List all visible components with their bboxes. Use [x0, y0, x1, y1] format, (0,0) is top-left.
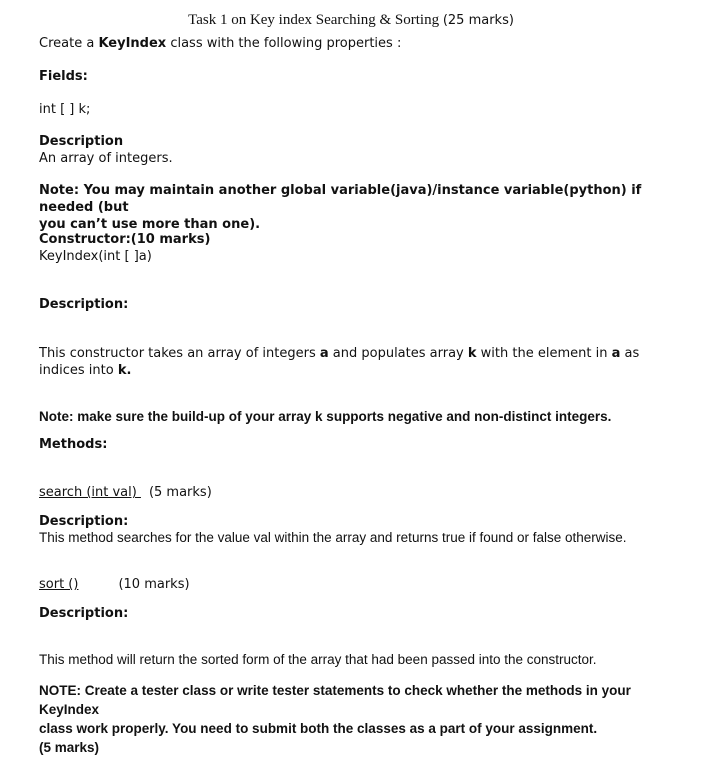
constructor-heading: Constructor:(10 marks)	[39, 232, 211, 247]
task-title-text: Task 1 on Key index Searching & Sorting	[188, 12, 440, 28]
constructor-signature: KeyIndex(int [ ]a)	[39, 249, 152, 264]
constructor-desc-a2: a	[611, 346, 621, 361]
fields-declaration: int [ ] k;	[39, 102, 91, 117]
task-title	[0, 10, 702, 31]
constructor-description	[39, 345, 679, 379]
constructor-desc-part4: as	[620, 346, 640, 361]
search-method-line	[39, 484, 679, 501]
final-note-line1: NOTE: Create a tester class or write tester statements to check whether the methods in your KeyIndex	[39, 683, 631, 717]
sort-description-text: This method will return the sorted form of the array that had been passed into the constructor.	[39, 652, 597, 667]
intro-class-name: KeyIndex	[98, 36, 167, 51]
fields-description-text: An array of integers.	[39, 151, 173, 166]
fields-heading: Fields:	[39, 69, 88, 84]
methods-heading: Methods:	[39, 437, 108, 452]
constructor-desc-line2-part1: indices into	[39, 363, 118, 378]
constructor-desc-part3: with the element in	[476, 346, 612, 361]
sort-method-line	[39, 576, 679, 593]
intro-prefix: Create a	[39, 36, 99, 51]
search-description-text: This method searches for the value val within the array and returns true if found or false otherwise.	[39, 530, 627, 545]
note-array-k-support: Note: make sure the build-up of your array k supports negative and non-distinct integers.	[39, 409, 612, 424]
final-note-line3: (5 marks)	[39, 740, 100, 755]
final-note-line2: class work properly. You need to submit both the classes as a part of your assignment.	[39, 721, 598, 736]
constructor-desc-part1: This constructor takes an array of integers	[39, 346, 320, 361]
sort-method-marks: (10 marks)	[118, 577, 190, 592]
constructor-desc-a: a	[319, 346, 329, 361]
task-title-marks: (25 marks)	[442, 13, 514, 28]
search-method-marks: (5 marks)	[148, 485, 212, 500]
constructor-desc-line2-k: k.	[117, 363, 132, 378]
final-note	[39, 681, 679, 757]
note-global-variable-line1: Note: You may maintain another global variable(java)/instance variable(python) if needed (but	[39, 183, 642, 215]
constructor-desc-part2: and populates array	[328, 346, 468, 361]
search-description-heading: Description:	[39, 514, 129, 529]
constructor-description-line2	[39, 362, 679, 379]
constructor-description-heading: Description:	[39, 297, 129, 312]
intro-suffix: class with the following properties :	[166, 36, 402, 51]
note-global-variable	[39, 182, 679, 233]
search-method-signature: search (int val)	[39, 485, 141, 500]
constructor-description-line1	[39, 345, 679, 362]
constructor-desc-k: k	[467, 346, 477, 361]
fields-description-heading: Description	[39, 134, 124, 149]
intro-line	[39, 35, 679, 52]
sort-description-heading: Description:	[39, 606, 129, 621]
sort-method-signature: sort ()	[39, 577, 79, 592]
note-global-variable-line2: you can’t use more than one).	[39, 217, 261, 232]
